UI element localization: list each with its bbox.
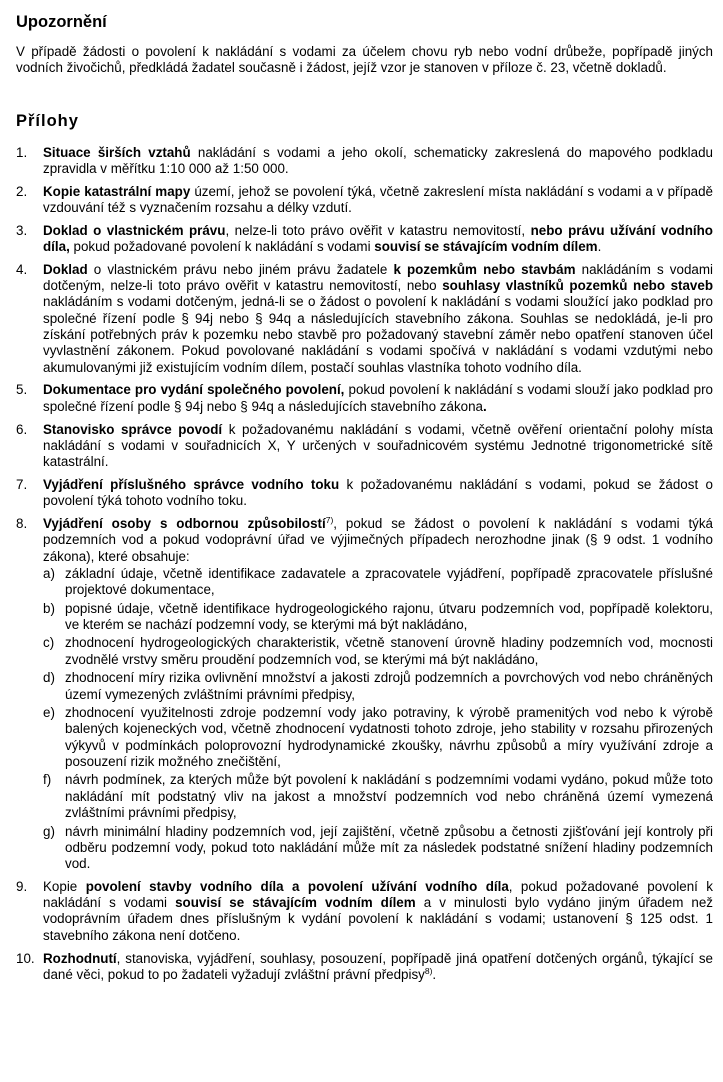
text-run: pokud požadované povolení k nakládání s vodami xyxy=(69,239,375,255)
attachment-text xyxy=(43,382,713,415)
attachment-item xyxy=(16,382,713,415)
attachment-number: 10. xyxy=(16,950,35,966)
sub-item-letter: f) xyxy=(43,772,52,788)
text-run: , stanoviska, vyjádření, souhlasy, posouzení, popřípadě jiná opatření dotčených orgánů, týkající se dané věci, pokud to po žadateli vyžadují zvláštní právní předpisy xyxy=(43,950,713,982)
text-run: . xyxy=(597,239,602,255)
text-run: k požadovanému nakládání s vodami, včetně ověření orientační polohy místa nakládání s vodami v souřadnicích X, Y určených v souřadnicovém systému Jednotné trigonometrické sítě katastrální. xyxy=(43,421,713,470)
attachment-number: 9. xyxy=(16,878,28,894)
attachment-text xyxy=(43,951,713,984)
sub-item-text: zhodnocení míry rizika ovlivnění množství a jakosti zdrojů podzemních a povrchových vod nebo chráněných území vymezených zvláštními právními předpisy, xyxy=(65,670,713,702)
attachment-item xyxy=(16,951,713,984)
attachment-number: 1. xyxy=(16,144,28,160)
sub-item-text: zhodnocení hydrogeologických charakteristik, včetně stanovení úrovně hladiny podzemních vod, mocnosti zvodnělé vrstvy směru proudění podzemních vod, se kterými má být nakládáno, xyxy=(65,635,713,667)
text-run: a v minulosti bylo vydáno jiným úřadem než vodoprávním úřadem dnes příslušným k vydání povolení k nakládání s vodami; ustanovení § 125 odst. 1 stavebního zákona není dotčeno. xyxy=(43,895,713,943)
sub-item-letter: c) xyxy=(43,635,55,651)
attachment-number: 5. xyxy=(16,382,28,398)
attachment-item xyxy=(16,145,713,178)
attachment-item xyxy=(16,184,713,217)
attachment-text xyxy=(43,422,713,471)
attachment-text xyxy=(43,223,713,256)
text-run: , nelze-li toto právo ověřit v katastru nemovitostí, xyxy=(225,222,531,238)
text-run: o vlastnickém právu nebo jiném právu žadatele xyxy=(87,261,394,277)
text-run: Kopie xyxy=(43,878,86,894)
bold-text: souhlasy vlastníků pozemků nebo staveb xyxy=(442,278,713,294)
sub-item-letter: e) xyxy=(43,705,55,721)
attachment-item xyxy=(16,422,713,471)
text-run: k požadovanému nakládání s vodami, pokud se žádost o povolení týká tohoto vodního toku. xyxy=(43,476,713,509)
bold-text: . xyxy=(482,398,487,414)
sub-item-letter: b) xyxy=(43,600,55,616)
attachment-text xyxy=(43,879,713,944)
sub-item xyxy=(43,824,713,873)
sub-item xyxy=(43,705,713,770)
bold-text: povolení stavby vodního díla a povolení užívání vodního díla xyxy=(85,878,509,894)
sub-item xyxy=(43,670,713,703)
footnote-ref: 7) xyxy=(325,515,334,526)
attachment-text xyxy=(43,145,713,178)
attachment-number: 4. xyxy=(16,261,28,277)
attachment-number: 3. xyxy=(16,222,28,238)
bold-text: souvisí se stávajícím vodním dílem xyxy=(175,895,416,911)
attachment-text xyxy=(43,477,713,510)
bold-text: nebo právu užívání vodního díla, xyxy=(43,222,713,255)
text-run: nakládáním s vodami dotčeným, nelze-li toto právo ověřit v katastru nemovitostí, nebo xyxy=(43,261,713,294)
notice-paragraph: V případě žádosti o povolení k nakládání s vodami za účelem chovu ryb nebo vodní drůbeže, popřípadě jiných vodních živočichů, předkládá žadatel současně i žádost, jejíž vzor je stanoven v příloze č. 23, včetně dokladů. xyxy=(16,44,713,76)
attachment-item xyxy=(16,477,713,510)
bold-text: k pozemkům nebo stavbám xyxy=(393,261,576,277)
bold-text: Vyjádření osoby s odbornou způsobilostí xyxy=(43,516,326,532)
sub-item xyxy=(43,772,713,821)
sub-item xyxy=(43,601,713,634)
bold-text: Situace širších vztahů xyxy=(43,144,191,160)
bold-text: Doklad o vlastnickém právu xyxy=(43,222,226,238)
bold-text: Rozhodnutí xyxy=(43,950,117,966)
attachment-item xyxy=(16,223,713,256)
bold-text: Doklad xyxy=(43,261,88,277)
text-run: pokud povolení k nakládání s vodami slouží jako podklad pro společné řízení podle § 94j nebo § 94q a následujících stavebního zákona xyxy=(43,382,713,414)
text-run: . xyxy=(432,966,437,982)
sub-item-text: návrh podmínek, za kterých může být povolení k nakládání s podzemními vodami vydáno, pokud může toto nakládání mít podstatný vliv na jakost a množství podzemních vod nebo chráněná území vymezená zvláštními právními předpisy, xyxy=(65,772,713,821)
attachments-list xyxy=(16,145,713,984)
text-run: , pokud požadované povolení k nakládání s vodami xyxy=(43,878,713,911)
attachment-text xyxy=(43,184,713,217)
attachment-item xyxy=(16,516,713,872)
notice-heading: Upozornění xyxy=(16,13,107,31)
sub-item-text: popisné údaje, včetně identifikace hydrogeologického rajonu, útvaru podzemních vod, popřípadě kolektoru, ve kterém se nachází podzemní vody, se kterými má být nakládáno, xyxy=(65,600,713,632)
sub-item xyxy=(43,566,713,599)
sub-item-text: základní údaje, včetně identifikace zadavatele a zpracovatele vyjádření, popřípadě zpracovatele příslušné projektové dokumentace, xyxy=(65,565,713,598)
attachment-number: 6. xyxy=(16,421,28,437)
sub-list xyxy=(43,566,713,872)
attachment-number: 2. xyxy=(16,183,28,199)
bold-text: Dokumentace pro vydání společného povolení, xyxy=(43,382,345,398)
text-run: území, jehož se povolení týká, včetně zakreslení místa nakládání s vodami a v případě vzdouvání též s vyznačením rozsahu a délky vzdutí. xyxy=(43,183,714,215)
bold-text: Stanovisko správce povodí xyxy=(43,421,223,437)
sub-item-letter: g) xyxy=(43,823,55,839)
attachment-number: 8. xyxy=(16,516,28,532)
attachment-item xyxy=(16,262,713,376)
footnote-ref: 8) xyxy=(424,965,433,976)
sub-item-letter: d) xyxy=(43,670,55,686)
attachments-heading: Přílohy xyxy=(16,111,79,130)
text-run: nakládání s vodami a jeho okolí, schematicky zakreslená do mapového podkladu zpravidla v měřítku 1:10 000 až 1:50 000. xyxy=(43,144,713,176)
attachment-text xyxy=(43,516,713,565)
attachment-number: 7. xyxy=(16,476,28,492)
sub-item-letter: a) xyxy=(43,565,55,581)
text-run: nakládáním s vodami dotčeným, jedná-li se o žádost o povolení k nakládání s vodami sloužící jako podklad pro společné řízení podle § 94j nebo § 94q a následujících stavebního zákona. Souhlas se nedokládá, je-li pro získání potřebných práv k pozemku nebo stavbě pro požadovaný stavební záměr nebo opatření stanoven účel vyvlastnění zákonem. Pokud povolované nakládání s vodami spočívá v nakládání s vodami vzdutými nebo akumulovanými již existujícím vodním dílem, postačí souhlas vlastníka tohoto vodního díla. xyxy=(43,294,713,375)
bold-text: souvisí se stávajícím vodním dílem xyxy=(374,239,598,255)
text-run: , pokud se žádost o povolení k nakládání s vodami týká podzemních vod a pokud vodoprávní úřad ve výjimečných případech nerozhodne jinak (§ 9 odst. 1 vodního zákona), které obsahuje: xyxy=(43,516,713,564)
bold-text: Kopie katastrální mapy xyxy=(43,183,191,199)
attachment-text xyxy=(43,262,713,376)
bold-text: Vyjádření příslušného správce vodního toku xyxy=(43,476,340,492)
sub-item xyxy=(43,635,713,668)
attachment-item xyxy=(16,879,713,944)
sub-item-text: zhodnocení využitelnosti zdroje podzemní vody jako potraviny, k výrobě pramenitých vod nebo k výrobě balených kojeneckých vod, včetně zhodnocení vydatnosti tohoto zdroje, jeho stability v rozsahu přirozených výkyvů v podmínkách poloprovozní hydrodynamické zkoušky, návrhu způsobů a míry využívání zdroje a posouzení rizik možného znečištění, xyxy=(65,705,713,769)
sub-item-text: návrh minimální hladiny podzemních vod, její zajištění, včetně způsobu a četnosti zjišťování její kontroly při odběru podzemní vody, pokud toto nakládání může mít za následek podstatné snížení hladiny podzemních vod. xyxy=(65,823,713,872)
